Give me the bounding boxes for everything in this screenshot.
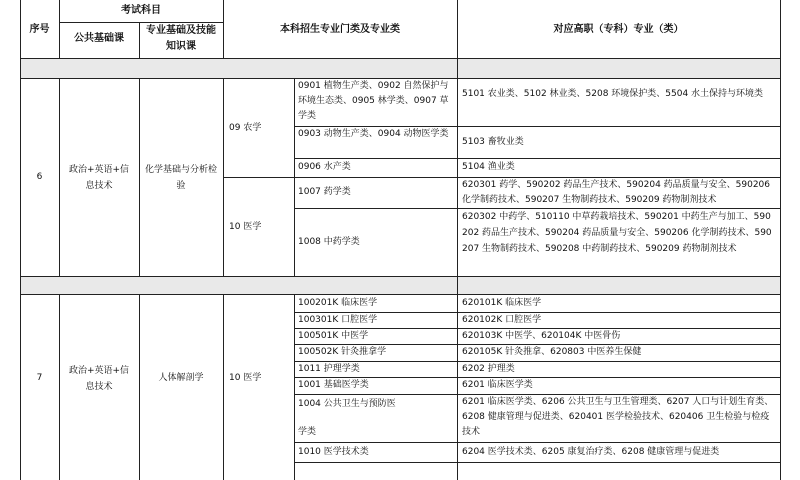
separator-band xyxy=(20,58,780,78)
header-undergrad-category: 本科招生专业门类及专业类 xyxy=(280,24,400,35)
grid-line xyxy=(139,22,140,58)
major-cell: 100201K 临床医学 xyxy=(298,298,378,308)
major-cell-line1: 1004 公共卫生与预防医 xyxy=(298,399,396,409)
public-course-cell: 政治+英语+信息技术 xyxy=(68,165,130,191)
grid-line xyxy=(457,0,458,480)
vocational-cell: 620101K 临床医学 xyxy=(462,298,542,308)
grid-line xyxy=(139,294,140,480)
vocational-cell: 5101 农业类、5102 林业类、5208 环境保护类、5504 水土保持与环境类 xyxy=(462,89,764,99)
grid-line xyxy=(294,158,781,159)
header-exam-subjects: 考试科目 xyxy=(121,5,161,16)
major-cell: 1008 中药学类 xyxy=(298,237,360,247)
category-medicine: 10 医学 xyxy=(229,222,262,232)
major-cell: 0903 动物生产类、0904 动物医学类 xyxy=(298,129,449,139)
major-cell: 100501K 中医学 xyxy=(298,331,369,341)
grid-line xyxy=(294,361,781,362)
professional-course-cell: 化学基础与分析检验 xyxy=(144,165,217,191)
vocational-cell: 5104 渔业类 xyxy=(462,162,515,172)
separator-band xyxy=(20,276,780,294)
grid-line xyxy=(139,78,140,276)
public-course-cell: 政治+英语+信息技术 xyxy=(68,366,130,392)
grid-line xyxy=(294,462,781,463)
vocational-cell: 620102K 口腔医学 xyxy=(462,315,542,325)
grid-line xyxy=(294,294,295,480)
vocational-cell: 620302 中药学、510110 中草药栽培技术、590201 中药生产与加工、590202 药品生产技术、590204 药品质量与安全、590206 化学制药技术、590207 生物制药技术、590208 中药制药技术、590209 药物制剂技术 xyxy=(462,212,772,254)
major-cell: 1007 药学类 xyxy=(298,187,351,197)
major-cell: 0901 植物生产类、0902 自然保护与环境生态类、0905 林学类、0907 草学类 xyxy=(298,81,449,121)
grid-line xyxy=(59,294,60,480)
major-cell: 100502K 针灸推拿学 xyxy=(298,347,387,357)
category-medicine: 10 医学 xyxy=(229,373,262,383)
major-cell: 100301K 口腔医学 xyxy=(298,315,378,325)
vocational-cell: 6201 临床医学类、6206 公共卫生与卫生管理类、6207 人口与计划生育类、6208 健康管理与促进类、620401 医学检验技术、620406 卫生检验与检疫技术 xyxy=(462,397,774,437)
grid-line xyxy=(20,276,781,277)
vocational-cell: 6202 护理类 xyxy=(462,364,515,374)
vocational-cell: 5103 畜牧业类 xyxy=(462,137,524,147)
major-cell: 1010 医学技术类 xyxy=(298,447,369,457)
grid-line xyxy=(223,294,224,480)
vocational-cell: 6201 临床医学类 xyxy=(462,380,533,390)
category-agriculture: 09 农学 xyxy=(229,123,262,133)
professional-course-cell: 人体解剖学 xyxy=(158,373,204,383)
grid-line xyxy=(294,442,781,443)
seq-number: 6 xyxy=(36,172,43,182)
grid-line xyxy=(20,294,781,295)
vocational-cell: 620301 药学、590202 药品生产技术、590204 药品质量与安全、590206 化学制药技术、590207 生物制药技术、590209 药物制剂技术 xyxy=(462,180,771,205)
grid-line xyxy=(20,0,21,480)
major-cell: 1001 基础医学类 xyxy=(298,380,369,390)
grid-line xyxy=(59,78,60,276)
vocational-cell: 6204 医学技术类、6205 康复治疗类、6208 健康管理与促进类 xyxy=(462,447,720,457)
header-professional-course: 专业基础及技能知识课 xyxy=(146,25,216,52)
major-cell: 0906 水产类 xyxy=(298,162,351,172)
grid-line xyxy=(20,58,781,59)
vocational-cell: 620103K 中医学、620104K 中医骨伤 xyxy=(462,331,621,341)
seq-number: 7 xyxy=(36,373,43,383)
header-vocational-major: 对应高职（专科）专业（类） xyxy=(553,24,684,35)
vocational-cell: 620105K 针灸推拿、620803 中医养生保健 xyxy=(462,347,642,357)
major-cell-line2: 学类 xyxy=(298,427,317,437)
major-cell: 1011 护理学类 xyxy=(298,364,360,374)
grid-line xyxy=(780,0,781,480)
header-seq: 序号 xyxy=(29,24,50,35)
header-public-course: 公共基础课 xyxy=(74,33,124,44)
